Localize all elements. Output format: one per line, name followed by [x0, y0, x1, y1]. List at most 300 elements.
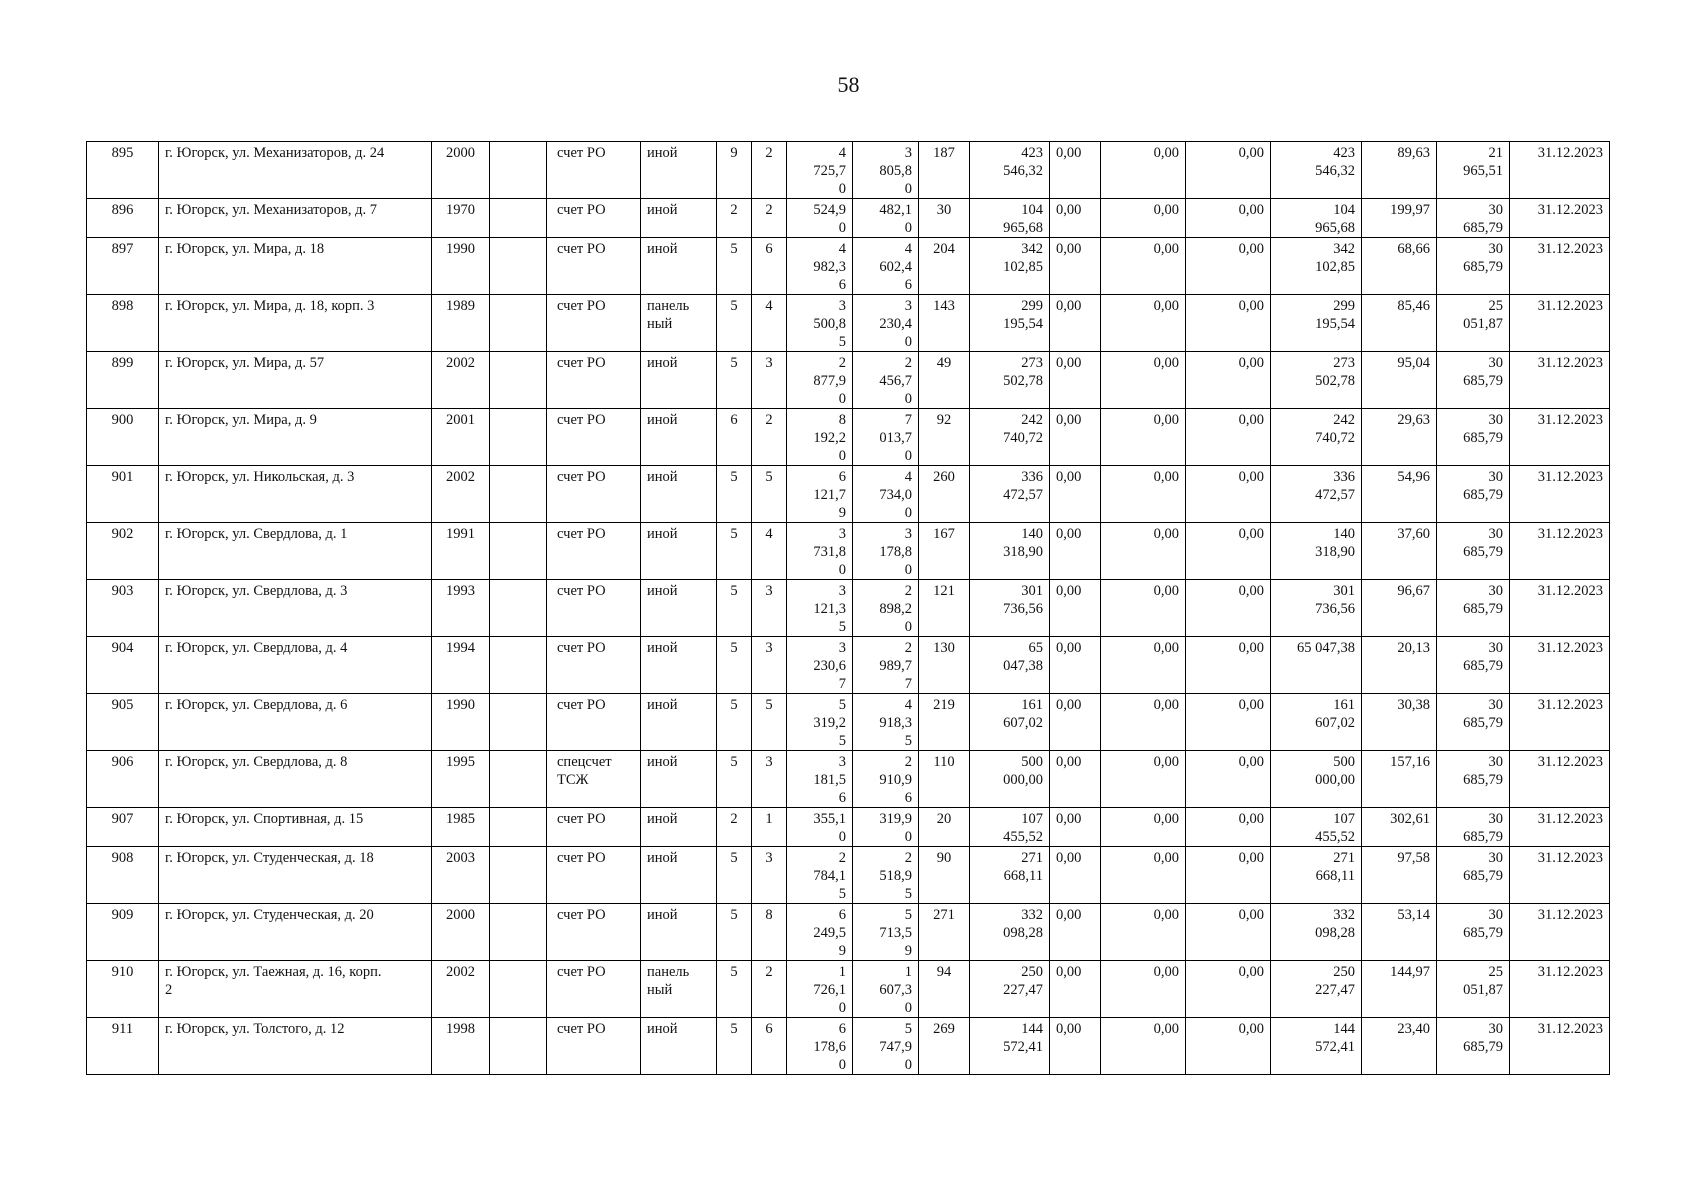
cell-year-built: 1989	[432, 295, 490, 352]
cell-residents: 219	[919, 694, 970, 751]
cell-wall-type: иной	[641, 238, 717, 295]
cell-row-number: 901	[87, 466, 159, 523]
cell-year-built: 2002	[432, 961, 490, 1018]
cell-cost-per-sqm: 97,58	[1362, 847, 1437, 904]
cell-year-built: 1995	[432, 751, 490, 808]
table-row	[87, 751, 1610, 808]
cell-cost-total: 140 318,90	[970, 523, 1050, 580]
cell-funds-total: 299 195,54	[1271, 295, 1362, 352]
cell-residential-area: 3 805,8 0	[853, 142, 919, 199]
cell-address: г. Югорск, ул. Таежная, д. 16, корп. 2	[159, 961, 432, 1018]
cell-value-b: 0,00	[1101, 409, 1186, 466]
cell-account-type: счет РО	[547, 142, 641, 199]
cell-address: г. Югорск, ул. Мира, д. 9	[159, 409, 432, 466]
cell-cost-per-sqm: 53,14	[1362, 904, 1437, 961]
cell-row-number: 896	[87, 199, 159, 238]
cell-cost-per-sqm: 85,46	[1362, 295, 1437, 352]
cell-value-b: 0,00	[1101, 961, 1186, 1018]
cell-cost-total: 336 472,57	[970, 466, 1050, 523]
cell-value-b: 0,00	[1101, 466, 1186, 523]
cell-funds-total: 423 546,32	[1271, 142, 1362, 199]
cell-row-number: 897	[87, 238, 159, 295]
cell-value-c: 0,00	[1186, 523, 1271, 580]
table-row	[87, 352, 1610, 409]
cell-total-area: 3 121,3 5	[787, 580, 853, 637]
cell-total-area: 6 178,6 0	[787, 1018, 853, 1075]
cell-account-type: счет РО	[547, 961, 641, 1018]
cell-cost-per-sqm: 68,66	[1362, 238, 1437, 295]
cell-completion-date: 31.12.2023	[1510, 142, 1610, 199]
cell-value-c: 0,00	[1186, 580, 1271, 637]
cell-wall-type: иной	[641, 694, 717, 751]
cell-empty-col	[490, 352, 547, 409]
cell-limit-cost: 30 685,79	[1437, 409, 1510, 466]
cell-limit-cost: 30 685,79	[1437, 694, 1510, 751]
cell-account-type: счет РО	[547, 199, 641, 238]
cell-value-b: 0,00	[1101, 199, 1186, 238]
table-row	[87, 847, 1610, 904]
cell-completion-date: 31.12.2023	[1510, 352, 1610, 409]
cell-row-number: 900	[87, 409, 159, 466]
cell-limit-cost: 30 685,79	[1437, 199, 1510, 238]
table-row	[87, 904, 1610, 961]
cell-year-built: 1990	[432, 694, 490, 751]
cell-residential-area: 319,9 0	[853, 808, 919, 847]
cell-wall-type: иной	[641, 409, 717, 466]
cell-value-a: 0,00	[1050, 808, 1101, 847]
cell-row-number: 906	[87, 751, 159, 808]
cell-funds-total: 336 472,57	[1271, 466, 1362, 523]
cell-completion-date: 31.12.2023	[1510, 466, 1610, 523]
table-row	[87, 694, 1610, 751]
cell-address: г. Югорск, ул. Свердлова, д. 4	[159, 637, 432, 694]
cell-completion-date: 31.12.2023	[1510, 238, 1610, 295]
cell-cost-total: 161 607,02	[970, 694, 1050, 751]
cell-row-number: 911	[87, 1018, 159, 1075]
cell-floors: 5	[717, 961, 752, 1018]
cell-cost-per-sqm: 23,40	[1362, 1018, 1437, 1075]
cell-cost-total: 299 195,54	[970, 295, 1050, 352]
cell-residents: 94	[919, 961, 970, 1018]
cell-total-area: 2 877,9 0	[787, 352, 853, 409]
cell-residents: 20	[919, 808, 970, 847]
cell-limit-cost: 25 051,87	[1437, 295, 1510, 352]
cell-cost-per-sqm: 95,04	[1362, 352, 1437, 409]
cell-residents: 110	[919, 751, 970, 808]
cell-wall-type: иной	[641, 142, 717, 199]
cell-cost-total: 273 502,78	[970, 352, 1050, 409]
cell-value-c: 0,00	[1186, 694, 1271, 751]
cell-floors: 2	[717, 808, 752, 847]
table-row	[87, 466, 1610, 523]
cell-residents: 143	[919, 295, 970, 352]
table-row	[87, 142, 1610, 199]
cell-entrances: 2	[752, 961, 787, 1018]
cell-wall-type: иной	[641, 580, 717, 637]
table-row	[87, 199, 1610, 238]
cell-account-type: счет РО	[547, 409, 641, 466]
cell-total-area: 355,1 0	[787, 808, 853, 847]
cell-residential-area: 3 230,4 0	[853, 295, 919, 352]
cell-entrances: 5	[752, 466, 787, 523]
cell-wall-type: иной	[641, 637, 717, 694]
cell-floors: 9	[717, 142, 752, 199]
table-row	[87, 808, 1610, 847]
cell-limit-cost: 30 685,79	[1437, 1018, 1510, 1075]
cell-value-c: 0,00	[1186, 238, 1271, 295]
cell-residential-area: 4 602,4 6	[853, 238, 919, 295]
cell-funds-total: 250 227,47	[1271, 961, 1362, 1018]
cell-entrances: 4	[752, 295, 787, 352]
cell-address: г. Югорск, ул. Студенческая, д. 18	[159, 847, 432, 904]
cell-account-type: счет РО	[547, 466, 641, 523]
cell-wall-type: иной	[641, 466, 717, 523]
cell-value-c: 0,00	[1186, 847, 1271, 904]
cell-funds-total: 332 098,28	[1271, 904, 1362, 961]
cell-row-number: 904	[87, 637, 159, 694]
cell-address: г. Югорск, ул. Механизаторов, д. 7	[159, 199, 432, 238]
cell-cost-total: 423 546,32	[970, 142, 1050, 199]
cell-value-c: 0,00	[1186, 1018, 1271, 1075]
cell-cost-total: 144 572,41	[970, 1018, 1050, 1075]
cell-value-c: 0,00	[1186, 904, 1271, 961]
cell-funds-total: 301 736,56	[1271, 580, 1362, 637]
cell-address: г. Югорск, ул. Механизаторов, д. 24	[159, 142, 432, 199]
cell-total-area: 4 725,7 0	[787, 142, 853, 199]
cell-address: г. Югорск, ул. Спортивная, д. 15	[159, 808, 432, 847]
cell-residents: 90	[919, 847, 970, 904]
cell-value-c: 0,00	[1186, 352, 1271, 409]
cell-year-built: 2001	[432, 409, 490, 466]
cell-value-b: 0,00	[1101, 808, 1186, 847]
cell-cost-total: 332 098,28	[970, 904, 1050, 961]
cell-value-b: 0,00	[1101, 751, 1186, 808]
cell-value-c: 0,00	[1186, 409, 1271, 466]
cell-residents: 30	[919, 199, 970, 238]
cell-value-a: 0,00	[1050, 961, 1101, 1018]
cell-wall-type: иной	[641, 847, 717, 904]
table-row	[87, 523, 1610, 580]
cell-address: г. Югорск, ул. Свердлова, д. 8	[159, 751, 432, 808]
cell-total-area: 4 982,3 6	[787, 238, 853, 295]
cell-year-built: 2000	[432, 904, 490, 961]
cell-residential-area: 5 747,9 0	[853, 1018, 919, 1075]
cell-floors: 5	[717, 466, 752, 523]
cell-limit-cost: 21 965,51	[1437, 142, 1510, 199]
cell-cost-total: 271 668,11	[970, 847, 1050, 904]
cell-year-built: 1998	[432, 1018, 490, 1075]
cell-floors: 5	[717, 637, 752, 694]
cell-row-number: 899	[87, 352, 159, 409]
cell-address: г. Югорск, ул. Свердлова, д. 1	[159, 523, 432, 580]
cell-wall-type: иной	[641, 199, 717, 238]
cell-limit-cost: 30 685,79	[1437, 523, 1510, 580]
cell-account-type: счет РО	[547, 904, 641, 961]
cell-account-type: счет РО	[547, 637, 641, 694]
cell-empty-col	[490, 808, 547, 847]
cell-funds-total: 500 000,00	[1271, 751, 1362, 808]
cell-empty-col	[490, 751, 547, 808]
cell-entrances: 3	[752, 637, 787, 694]
cell-residents: 130	[919, 637, 970, 694]
cell-limit-cost: 25 051,87	[1437, 961, 1510, 1018]
cell-cost-per-sqm: 157,16	[1362, 751, 1437, 808]
cell-entrances: 2	[752, 199, 787, 238]
cell-cost-total: 104 965,68	[970, 199, 1050, 238]
cell-value-a: 0,00	[1050, 751, 1101, 808]
cell-funds-total: 65 047,38	[1271, 637, 1362, 694]
cell-floors: 6	[717, 409, 752, 466]
cell-residential-area: 5 713,5 9	[853, 904, 919, 961]
cell-empty-col	[490, 409, 547, 466]
cell-limit-cost: 30 685,79	[1437, 637, 1510, 694]
cell-value-a: 0,00	[1050, 637, 1101, 694]
cell-entrances: 6	[752, 1018, 787, 1075]
cell-year-built: 1985	[432, 808, 490, 847]
cell-cost-total: 342 102,85	[970, 238, 1050, 295]
cell-account-type: счет РО	[547, 580, 641, 637]
cell-wall-type: панель ный	[641, 295, 717, 352]
cell-year-built: 2003	[432, 847, 490, 904]
cell-address: г. Югорск, ул. Свердлова, д. 6	[159, 694, 432, 751]
cell-residential-area: 2 898,2 0	[853, 580, 919, 637]
cell-entrances: 5	[752, 694, 787, 751]
cell-entrances: 4	[752, 523, 787, 580]
cell-completion-date: 31.12.2023	[1510, 295, 1610, 352]
cell-total-area: 3 230,6 7	[787, 637, 853, 694]
cell-completion-date: 31.12.2023	[1510, 904, 1610, 961]
cell-value-b: 0,00	[1101, 580, 1186, 637]
cell-total-area: 2 784,1 5	[787, 847, 853, 904]
cell-value-c: 0,00	[1186, 637, 1271, 694]
cell-floors: 5	[717, 751, 752, 808]
cell-limit-cost: 30 685,79	[1437, 580, 1510, 637]
cell-row-number: 905	[87, 694, 159, 751]
cell-residential-area: 2 518,9 5	[853, 847, 919, 904]
cell-residents: 187	[919, 142, 970, 199]
cell-value-b: 0,00	[1101, 352, 1186, 409]
cell-address: г. Югорск, ул. Мира, д. 57	[159, 352, 432, 409]
cell-residential-area: 4 734,0 0	[853, 466, 919, 523]
cell-value-a: 0,00	[1050, 580, 1101, 637]
cell-empty-col	[490, 637, 547, 694]
cell-funds-total: 342 102,85	[1271, 238, 1362, 295]
cell-floors: 5	[717, 904, 752, 961]
table-row	[87, 1018, 1610, 1075]
cell-value-b: 0,00	[1101, 904, 1186, 961]
cell-empty-col	[490, 295, 547, 352]
cell-total-area: 524,9 0	[787, 199, 853, 238]
cell-empty-col	[490, 142, 547, 199]
cell-value-a: 0,00	[1050, 142, 1101, 199]
table-row	[87, 637, 1610, 694]
cell-entrances: 3	[752, 751, 787, 808]
cell-residents: 271	[919, 904, 970, 961]
cell-residential-area: 2 989,7 7	[853, 637, 919, 694]
cell-residents: 49	[919, 352, 970, 409]
cell-limit-cost: 30 685,79	[1437, 466, 1510, 523]
cell-total-area: 1 726,1 0	[787, 961, 853, 1018]
cell-funds-total: 161 607,02	[1271, 694, 1362, 751]
cell-funds-total: 271 668,11	[1271, 847, 1362, 904]
cell-year-built: 2002	[432, 352, 490, 409]
cell-floors: 5	[717, 238, 752, 295]
cell-year-built: 1994	[432, 637, 490, 694]
cell-funds-total: 273 502,78	[1271, 352, 1362, 409]
cell-cost-total: 500 000,00	[970, 751, 1050, 808]
cell-cost-per-sqm: 144,97	[1362, 961, 1437, 1018]
cell-value-a: 0,00	[1050, 238, 1101, 295]
cell-residential-area: 2 456,7 0	[853, 352, 919, 409]
cell-completion-date: 31.12.2023	[1510, 199, 1610, 238]
cell-account-type: спецсчет ТСЖ	[547, 751, 641, 808]
cell-limit-cost: 30 685,79	[1437, 238, 1510, 295]
cell-completion-date: 31.12.2023	[1510, 961, 1610, 1018]
cell-address: г. Югорск, ул. Мира, д. 18	[159, 238, 432, 295]
cell-account-type: счет РО	[547, 808, 641, 847]
cell-account-type: счет РО	[547, 847, 641, 904]
cell-wall-type: иной	[641, 808, 717, 847]
cell-wall-type: иной	[641, 751, 717, 808]
cell-row-number: 895	[87, 142, 159, 199]
cell-empty-col	[490, 1018, 547, 1075]
cell-completion-date: 31.12.2023	[1510, 523, 1610, 580]
table-row	[87, 961, 1610, 1018]
cell-funds-total: 107 455,52	[1271, 808, 1362, 847]
cell-empty-col	[490, 961, 547, 1018]
cell-row-number: 909	[87, 904, 159, 961]
cell-residents: 269	[919, 1018, 970, 1075]
cell-completion-date: 31.12.2023	[1510, 580, 1610, 637]
cell-value-b: 0,00	[1101, 523, 1186, 580]
cell-limit-cost: 30 685,79	[1437, 847, 1510, 904]
cell-residential-area: 1 607,3 0	[853, 961, 919, 1018]
cell-empty-col	[490, 847, 547, 904]
cell-value-b: 0,00	[1101, 637, 1186, 694]
cell-value-a: 0,00	[1050, 904, 1101, 961]
cell-address: г. Югорск, ул. Свердлова, д. 3	[159, 580, 432, 637]
page-number: 58	[837, 72, 860, 97]
cell-floors: 5	[717, 1018, 752, 1075]
cell-cost-total: 250 227,47	[970, 961, 1050, 1018]
cell-value-a: 0,00	[1050, 523, 1101, 580]
cell-account-type: счет РО	[547, 238, 641, 295]
cell-entrances: 2	[752, 142, 787, 199]
cell-entrances: 8	[752, 904, 787, 961]
cell-floors: 5	[717, 580, 752, 637]
cell-account-type: счет РО	[547, 295, 641, 352]
cell-cost-per-sqm: 37,60	[1362, 523, 1437, 580]
cell-value-b: 0,00	[1101, 142, 1186, 199]
cell-floors: 5	[717, 847, 752, 904]
cell-entrances: 3	[752, 352, 787, 409]
cell-residents: 260	[919, 466, 970, 523]
cell-residential-area: 3 178,8 0	[853, 523, 919, 580]
cell-value-a: 0,00	[1050, 199, 1101, 238]
cell-floors: 5	[717, 295, 752, 352]
cell-row-number: 908	[87, 847, 159, 904]
cell-value-a: 0,00	[1050, 466, 1101, 523]
cell-value-a: 0,00	[1050, 352, 1101, 409]
cell-account-type: счет РО	[547, 1018, 641, 1075]
cell-wall-type: иной	[641, 904, 717, 961]
cell-cost-per-sqm: 54,96	[1362, 466, 1437, 523]
cell-cost-total: 301 736,56	[970, 580, 1050, 637]
cell-year-built: 2000	[432, 142, 490, 199]
cell-entrances: 2	[752, 409, 787, 466]
cell-residential-area: 2 910,9 6	[853, 751, 919, 808]
cell-wall-type: панель ный	[641, 961, 717, 1018]
cell-total-area: 5 319,2 5	[787, 694, 853, 751]
cell-empty-col	[490, 904, 547, 961]
cell-value-c: 0,00	[1186, 961, 1271, 1018]
cell-funds-total: 140 318,90	[1271, 523, 1362, 580]
cell-year-built: 2002	[432, 466, 490, 523]
cell-address: г. Югорск, ул. Студенческая, д. 20	[159, 904, 432, 961]
cell-cost-total: 107 455,52	[970, 808, 1050, 847]
cell-cost-per-sqm: 89,63	[1362, 142, 1437, 199]
cell-value-b: 0,00	[1101, 1018, 1186, 1075]
cell-residents: 121	[919, 580, 970, 637]
cell-row-number: 902	[87, 523, 159, 580]
cell-row-number: 910	[87, 961, 159, 1018]
cell-empty-col	[490, 238, 547, 295]
cell-cost-total: 65 047,38	[970, 637, 1050, 694]
cell-value-b: 0,00	[1101, 295, 1186, 352]
cell-value-c: 0,00	[1186, 751, 1271, 808]
cell-address: г. Югорск, ул. Мира, д. 18, корп. 3	[159, 295, 432, 352]
cell-residents: 204	[919, 238, 970, 295]
cell-year-built: 1990	[432, 238, 490, 295]
cell-value-b: 0,00	[1101, 238, 1186, 295]
cell-floors: 5	[717, 523, 752, 580]
cell-residential-area: 482,1 0	[853, 199, 919, 238]
cell-value-c: 0,00	[1186, 808, 1271, 847]
cell-completion-date: 31.12.2023	[1510, 751, 1610, 808]
cell-wall-type: иной	[641, 352, 717, 409]
cell-value-c: 0,00	[1186, 295, 1271, 352]
cell-floors: 2	[717, 199, 752, 238]
cell-cost-total: 242 740,72	[970, 409, 1050, 466]
cell-completion-date: 31.12.2023	[1510, 637, 1610, 694]
cell-account-type: счет РО	[547, 352, 641, 409]
cell-empty-col	[490, 466, 547, 523]
cell-cost-per-sqm: 29,63	[1362, 409, 1437, 466]
cell-residential-area: 7 013,7 0	[853, 409, 919, 466]
cell-wall-type: иной	[641, 1018, 717, 1075]
cell-entrances: 1	[752, 808, 787, 847]
cell-total-area: 3 181,5 6	[787, 751, 853, 808]
table-row	[87, 580, 1610, 637]
cell-limit-cost: 30 685,79	[1437, 904, 1510, 961]
cell-row-number: 898	[87, 295, 159, 352]
cell-limit-cost: 30 685,79	[1437, 751, 1510, 808]
cell-row-number: 907	[87, 808, 159, 847]
cell-empty-col	[490, 580, 547, 637]
cell-value-c: 0,00	[1186, 466, 1271, 523]
cell-limit-cost: 30 685,79	[1437, 352, 1510, 409]
cell-funds-total: 144 572,41	[1271, 1018, 1362, 1075]
cell-empty-col	[490, 694, 547, 751]
cell-year-built: 1991	[432, 523, 490, 580]
cell-completion-date: 31.12.2023	[1510, 409, 1610, 466]
cell-cost-per-sqm: 302,61	[1362, 808, 1437, 847]
cell-entrances: 6	[752, 238, 787, 295]
table-row	[87, 295, 1610, 352]
cell-entrances: 3	[752, 847, 787, 904]
cell-account-type: счет РО	[547, 694, 641, 751]
cell-account-type: счет РО	[547, 523, 641, 580]
